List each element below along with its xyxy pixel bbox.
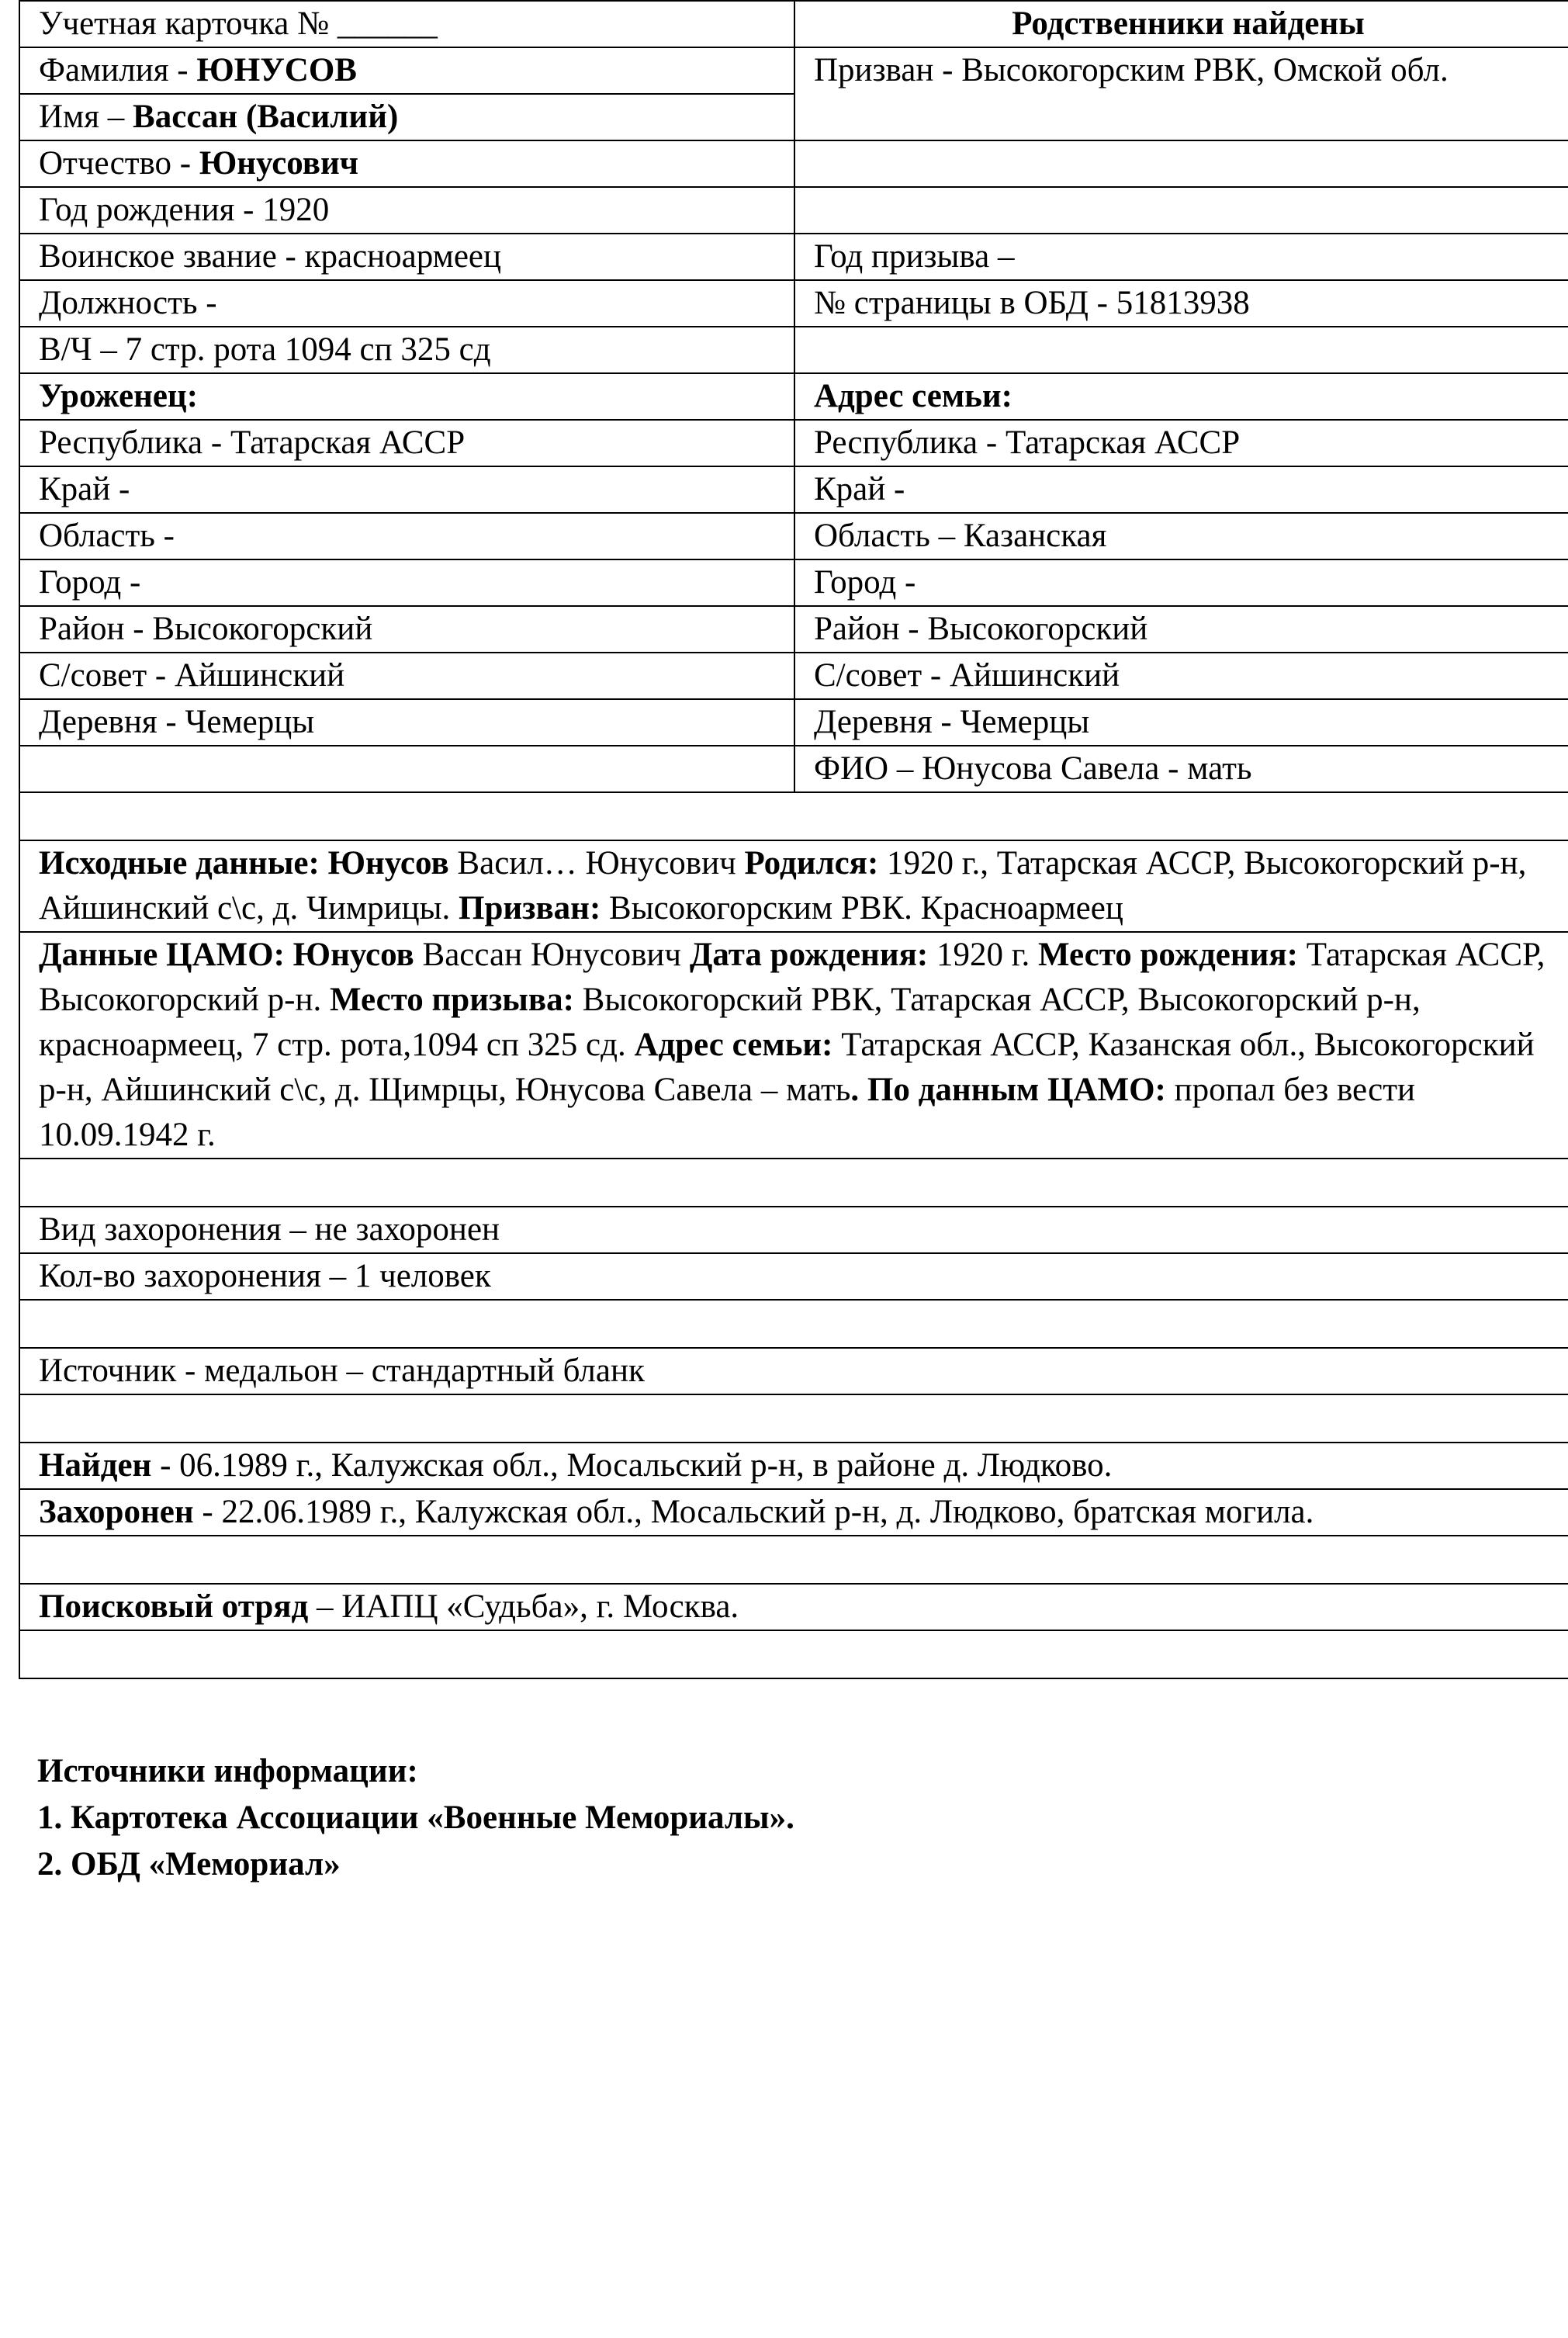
rank-field: Воинское звание - красноармеец (19, 234, 794, 280)
family-address-heading: Адрес семьи: (794, 373, 1568, 420)
source-item: 2. ОБД «Мемориал» (37, 1846, 341, 1883)
birthplace-village: Деревня - Чемерцы (19, 699, 794, 746)
name-field: Имя – Вассан (Василий) (19, 94, 794, 140)
birthplace-district: Район - Высокогорский (19, 606, 794, 653)
patronymic-field: Отчество - Юнусович (19, 140, 794, 187)
spacer-row (19, 1300, 1568, 1348)
draft-year-field: Год призыва – (794, 234, 1568, 280)
birthplace-heading: Уроженец: (19, 373, 794, 420)
unit-field: В/Ч – 7 стр. рота 1094 сп 325 сд (19, 327, 794, 373)
birthplace-krai: Край - (19, 466, 794, 513)
position-field: Должность - (19, 280, 794, 327)
family-city: Город - (794, 559, 1568, 606)
family-village: Деревня - Чемерцы (794, 699, 1568, 746)
found-field: Найден - 06.1989 г., Калужская обл., Мосальский р-н, в районе д. Людково. (19, 1443, 1568, 1489)
spacer-row (19, 1536, 1568, 1584)
spacer-row (19, 792, 1568, 840)
empty-cell (794, 327, 1568, 373)
family-relative: ФИО – Юнусова Савела - мать (794, 746, 1568, 792)
search-team-field: Поисковый отряд – ИАПЦ «Судьба», г. Москва. (19, 1584, 1568, 1630)
source-data-block: Исходные данные: Юнусов Васил… Юнусович Родился: 1920 г., Татарская АССР, Высокогорский р-н, Айшинский с\с, д. Чимрицы. Призван: Высокогорским РВК. Красноармеец (19, 840, 1568, 932)
burial-source-field: Источник - медальон – стандартный бланк (19, 1348, 1568, 1394)
spacer-row (19, 1159, 1568, 1207)
family-republic: Республика - Татарская АССР (794, 420, 1568, 466)
family-district: Район - Высокогорский (794, 606, 1568, 653)
registration-card-table (19, 0, 1568, 1679)
information-sources (37, 1748, 794, 1888)
empty-cell (19, 746, 794, 792)
card-title: Учетная карточка № ______ (19, 1, 794, 47)
birthplace-republic: Республика - Татарская АССР (19, 420, 794, 466)
spacer-row (19, 1394, 1568, 1443)
family-oblast: Область – Казанская (794, 513, 1568, 559)
birthplace-soviet: С/совет - Айшинский (19, 653, 794, 699)
buried-field: Захоронен - 22.06.1989 г., Калужская обл., Мосальский р-н, д. Людково, братская могила. (19, 1489, 1568, 1536)
birthplace-oblast: Область - (19, 513, 794, 559)
sources-heading: Источники информации: (37, 1753, 418, 1789)
spacer-row (19, 1630, 1568, 1678)
drafted-by-field: Призван - Высокогорским РВК, Омской обл. (794, 47, 1568, 140)
obd-page-field: № страницы в ОБД - 51813938 (794, 280, 1568, 327)
relatives-status: Родственники найдены (794, 1, 1568, 47)
birthplace-city: Город - (19, 559, 794, 606)
empty-cell (794, 187, 1568, 234)
family-krai: Край - (794, 466, 1568, 513)
source-item: 1. Картотека Ассоциации «Военные Мемориалы». (37, 1799, 794, 1836)
tsamo-data-block: Данные ЦАМО: Юнусов Вассан Юнусович Дата рождения: 1920 г. Место рождения: Татарская АССР, Высокогорский р-н. Место призыва: Высокогорский РВК, Татарская АССР, Высокогорский р-н, красноармеец, 7 стр. рота,1094 сп 325 сд. Адрес семьи: Татарская АССР, Казанская обл., Высокогорский р-н, Айшинский с\с, д. Щимрцы, Юнусова Савела – мать. По данным ЦАМО: пропал без вести 10.09.1942 г. (19, 932, 1568, 1159)
birth-year-field: Год рождения - 1920 (19, 187, 794, 234)
family-soviet: С/совет - Айшинский (794, 653, 1568, 699)
burial-count-field: Кол-во захоронения – 1 человек (19, 1253, 1568, 1300)
burial-type-field: Вид захоронения – не захоронен (19, 1207, 1568, 1253)
empty-cell (794, 140, 1568, 187)
surname-field: Фамилия - ЮНУСОВ (19, 47, 794, 94)
